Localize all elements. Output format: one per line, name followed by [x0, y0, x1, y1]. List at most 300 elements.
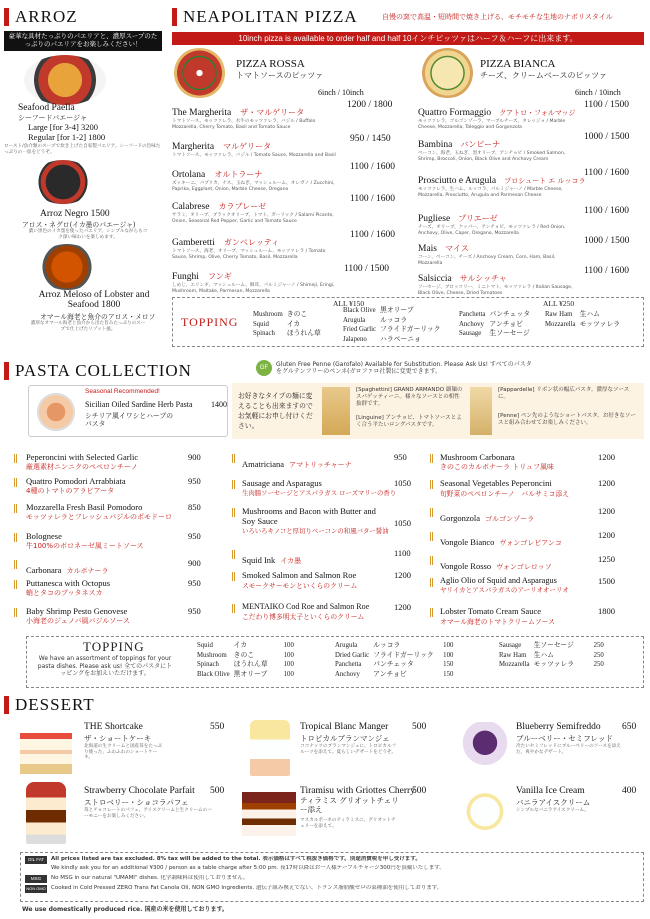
pizza-desc: ソーセージ、ブロッコリー、ミニトマト、モッツァレラ / Italian Sausage, Black Olive, Cheese, Dried Tomatoes	[418, 285, 573, 296]
pizza-jp: サルシッチャ	[459, 274, 507, 283]
arroz-negro-jp: アロス・ネグロ(イカ墨のパエージャ)	[22, 221, 136, 229]
pasta-topping-title: TOPPING	[83, 639, 145, 654]
pizza-price: 1100 / 1600	[350, 230, 396, 240]
pizza-name: Quattro Formaggio	[418, 108, 492, 118]
dessert-name: Vanilla Ice Cream	[516, 786, 585, 796]
topping-en: Squid	[253, 320, 269, 328]
pizza-jp: オルトラーナ	[214, 170, 263, 179]
dessert-row-1	[20, 720, 644, 778]
dessert-name: Blueberry Semifreddo	[516, 722, 601, 732]
seasonal-price: 1400	[211, 400, 227, 409]
topping-en: Mushroom	[253, 311, 283, 318]
pizza-desc: コーン、ベーコン、チーズ / Anchovy Cream, Corn, Ham, Basil, Mozzarella	[418, 255, 556, 266]
list-item	[440, 530, 644, 549]
stripe-icon	[14, 533, 18, 542]
pasta-jp: 旬野菜のペペロンチーノ バルサミコ添え	[440, 490, 570, 498]
arroz-negro-image	[32, 160, 94, 204]
pizza-price: 1100 / 1600	[584, 168, 630, 178]
pizza-bianca-size: 6inch / 10inch	[575, 88, 621, 97]
paella-jp: シーフードパエージャ	[18, 114, 88, 122]
pasta-name: Mushroom Carbonara	[440, 452, 515, 462]
topping-price: 100	[283, 670, 294, 678]
list-item	[26, 606, 210, 626]
dessert-price: 500	[210, 786, 225, 796]
pasta-topping-col2	[333, 641, 455, 679]
topping-en: Panchetta	[459, 311, 486, 318]
list-item	[418, 132, 644, 162]
topping-col3	[457, 310, 532, 339]
pizza-name: Salsiccia	[418, 274, 452, 284]
pasta-jp: 牛100%のボロネーゼ風ミートソース	[26, 542, 144, 550]
pasta-price: 1100	[394, 548, 411, 558]
topping-en: Sausage	[499, 642, 522, 649]
pizza-name: Mais	[418, 244, 437, 254]
pasta-name: Vongole Bianco	[440, 537, 495, 547]
pizza-price: 1100 / 1600	[584, 266, 630, 276]
stripe-icon	[14, 560, 18, 569]
list-item	[172, 230, 402, 260]
dessert-name: THE Shortcake	[84, 722, 143, 732]
pasta-photo-2	[470, 387, 492, 435]
topping-jp: アンチョビ	[373, 670, 407, 678]
pizza-tagline: 自慢の窯で高温・短時間で焼き上げる、モチモチな生地のナポリスタイル	[382, 13, 613, 21]
stripe-icon	[232, 508, 236, 517]
pasta-title: PASTA COLLECTION	[4, 362, 244, 380]
dessert-desc: マスカルポーネのティラミスに、グリオットチェリーを添えて。	[300, 818, 396, 829]
topping-en: Arugula	[335, 642, 358, 649]
pasta-jp: 生肉腸ソーセージとアスパラガス ローズマリーの香り	[242, 489, 397, 497]
list-item	[172, 162, 402, 192]
topping-price: 100	[283, 661, 294, 668]
pasta-topping-sub: We have an assortment of toppings for your pasta dishes. Please ask us! 全てのパスタにトッピングをお加えいただけます。	[37, 655, 173, 677]
list-item	[440, 506, 644, 525]
pasta-name: Baby Shrimp Pesto Genovese	[26, 606, 128, 616]
pizza-desc: ベーコン、海老、玉ねぎ、黒オリーブ、アンチョビ / Smoked Salmon, Shrimp, Broccoli, Onion, Black Olive and Anchovy Cream	[418, 151, 566, 162]
dessert-price: 500	[412, 786, 427, 796]
stripe-icon	[14, 478, 18, 487]
pizza-jp: マルゲリータ	[223, 142, 271, 151]
pasta-jp: モッツァレラとフレッシュバジルのポモドーロ	[26, 513, 173, 521]
topping-en: Dried Garlic	[335, 651, 370, 659]
stripe-icon	[232, 604, 236, 613]
pizza-price: 1000 / 1500	[584, 132, 630, 142]
dessert-image	[460, 790, 510, 838]
arroz-intro: 豪華な具材たっぷりのパエリアと、濃厚スープのたっぷりのパエリアをお楽しみください！	[4, 31, 162, 51]
pizza-name: Prosciutto e Arugula	[418, 176, 497, 186]
pizza-jp: プロシュート エ ルッコラ	[504, 177, 586, 185]
topping-price: 100	[283, 642, 294, 649]
topping-en: Spinach	[197, 661, 219, 668]
pizza-name: Margherita	[172, 142, 215, 152]
pizza-desc: ズッキーニ、パプリカ、ナス、玉ねぎ、マッシュルーム、オレガノ / Zucchini, Paprika, Eggplant, Onion, Marble Cheese, Oregano	[172, 181, 335, 192]
topping-en: Black Olive	[197, 670, 230, 678]
list-item	[440, 554, 644, 573]
pasta-price: 1200	[598, 506, 615, 516]
paella-image	[24, 55, 106, 105]
topping-price: 250	[593, 661, 604, 668]
list-item	[440, 452, 644, 472]
pasta-name: Carbonara	[26, 565, 62, 575]
pasta-note-2: [Spaghettini] GRAND ARMANDO 細麺のスパゲッティーニ。様々なソースとの相性抜群です。	[356, 387, 463, 407]
dessert-price: 400	[622, 786, 637, 796]
pasta-price: 950	[188, 476, 201, 486]
topping-en: Sausage	[459, 330, 482, 337]
pasta-price: 900	[188, 452, 201, 462]
topping-col1	[251, 310, 323, 339]
pasta-name: Mushrooms and Bacon with Butter and Soy Sauce	[242, 506, 376, 526]
topping-en: Mozzarella	[499, 661, 530, 668]
pasta-price: 950	[188, 578, 201, 588]
list-item	[242, 506, 418, 535]
stripe-icon	[430, 480, 434, 489]
topping-jp: モッツァレラ	[533, 661, 575, 668]
list-item	[26, 558, 210, 577]
topping-en: Black Olive	[343, 307, 376, 314]
stripe-icon	[232, 480, 236, 489]
topping-jp: 黒オリーブ	[380, 307, 414, 314]
topping-en: Panchetta	[335, 661, 362, 668]
pasta-note-1: お好きなタイプの麺に変えることも出来ますのでお気軽にお申し付けください。	[238, 392, 313, 430]
pasta-jp: オマール海老のトマトクリームソース	[440, 618, 555, 626]
dessert-desc: シンプルなバニラアイスクリーム。	[516, 808, 589, 813]
paella-large-price: Large [for 3-4] 3200	[28, 122, 98, 132]
dessert-row-2	[20, 782, 644, 846]
topping-jp: ほうれん草	[233, 661, 268, 668]
pizza-name: Pugliese	[418, 214, 451, 224]
topping-en: Raw Ham	[545, 311, 573, 318]
pasta-price: 1800	[598, 606, 615, 616]
dessert-jp: バニラアイスクリーム	[516, 798, 591, 807]
pizza-name: Gamberetti	[172, 238, 215, 248]
pizza-bianca-title: PIZZA BIANCA	[480, 58, 556, 70]
pizza-price: 950 / 1450	[350, 134, 391, 144]
pasta-name: Vongole Rosso	[440, 561, 492, 571]
dessert-desc: 北海道の生クリームと国産苺をたっぷり使った、ふわふわのショートケーキ。	[84, 744, 163, 761]
paella-name: Seafood Paella	[18, 103, 75, 113]
pasta-name: Smoked Salmon and Salmon Roe	[242, 570, 357, 580]
list-item	[242, 478, 418, 497]
list-item	[26, 531, 210, 551]
pasta-price: 950	[188, 606, 201, 616]
pizza-half-note: 10inch pizza is available to order half and half 10インチピッツァはハーフ＆ハーフに出来ます。	[172, 32, 644, 45]
list-item	[26, 476, 210, 496]
topping-all250: ALL ¥250	[543, 299, 575, 308]
pasta-note-3: [Linguine] アンチョビ、トマトソースとよく合う平たいロングパスタです。	[356, 415, 462, 428]
pasta-name: Mozzarella Fresh Basil Pomodoro	[26, 502, 143, 512]
topping-price: 100	[443, 651, 454, 659]
gmo-badge: NON GMO	[26, 886, 46, 891]
footer-msg: No MSG in our natural "UMAMI" dishes. 化学調味料は使用しておりません。	[51, 875, 249, 881]
pizza-price: 1100 / 1600	[350, 194, 396, 204]
pasta-price: 1050	[394, 518, 411, 528]
pasta-price: 850	[188, 502, 201, 512]
footer-tax: All prices listed are tax excluded. 8% tax will be added to the total. 表示価格はすべて税抜き価格です。別途消費税を申し受けます。	[51, 856, 421, 862]
pizza-jp: マイス	[445, 244, 469, 253]
list-item	[26, 578, 210, 598]
pasta-topping-box	[26, 636, 644, 688]
arroz-negro-desc: 濃い黒色のイカ墨を使ったパエリア。シンプルながらもコク深い味わいを楽しめます。	[28, 229, 148, 240]
dessert-title: DESSERT	[4, 696, 204, 714]
pasta-topping-col1	[195, 641, 296, 679]
pasta-notes-box	[232, 383, 644, 439]
pizza-price: 1000 / 1500	[584, 236, 630, 246]
pasta-jp: スモークサーモンといくらのクリーム	[242, 582, 358, 590]
pizza-desc: サラミ、オリーブ、ブラックオリーブ、トマト、ガーリック / Salami Picante, Onion, Seasonal Red Pepper, Garlic and Tomato Sauce	[172, 213, 334, 224]
msg-badge: MSG	[25, 875, 47, 883]
topping-jp: ルッコラ	[373, 642, 401, 649]
topping-en: Spinach	[253, 330, 275, 337]
topping-jp: モッツァレラ	[579, 320, 621, 328]
paella-regular-price: Regular [for 1-2] 1800	[28, 132, 106, 142]
pasta-name: Puttanesca with Octopus	[26, 578, 111, 588]
pasta-name: Gorgonzola	[440, 513, 480, 523]
pasta-jp: カルボナーラ	[66, 567, 109, 575]
dessert-name: Tropical Blanc Manger	[300, 722, 389, 732]
pasta-price: 900	[188, 558, 201, 568]
footer-domestic: We use domestically produced rice. 国産の米を使用しております。	[22, 906, 228, 913]
topping-jp: きのこ	[286, 311, 308, 318]
dessert-jp: ザ・ショートケーキ	[84, 734, 152, 743]
seasonal-name: Sicilian Oiled Sardine Herb Pasta	[85, 400, 193, 409]
topping-jp: アンチョビ	[489, 320, 523, 328]
pizza-desc: チーズ、オリーブ、ケッパー、アンチョビ、モッツァレラ / Red Onion, Anchovy, Olive, Caper, Oregano, Mozzarella	[418, 225, 566, 236]
pasta-note-4: [Pappardelle] リボン状の幅広パスタ。濃厚なソースに。	[498, 387, 630, 400]
list-item	[440, 576, 644, 594]
arroz-negro-name: Arroz Negro 1500	[40, 209, 110, 219]
pasta-name: Lobster Tomato Cream Sauce	[440, 606, 541, 616]
dessert-name: Tiramisu with Griottes Cherry	[300, 786, 415, 796]
pasta-jp: ヴォンゴレビアンコ	[499, 539, 562, 547]
topping-jp: 生ソーセージ	[489, 330, 530, 337]
stripe-icon	[14, 580, 18, 589]
seasonal-image	[33, 392, 79, 432]
seasonal-box	[28, 385, 228, 437]
pizza-desc: モッツァレラ、生ハム、ルッコラ、パルミジャーノ / Marble Cheese, Mozzarella, Prosciutto, Arugula and Parmesan Cheese	[418, 187, 563, 198]
topping-jp: ハラペーニョ	[380, 335, 421, 343]
pizza-price: 1100 / 1600	[584, 206, 630, 216]
list-item	[242, 570, 418, 590]
stripe-icon	[430, 556, 434, 565]
dessert-price: 500	[412, 722, 427, 732]
topping-jp: 黒オリーブ	[233, 670, 268, 678]
topping-price: 100	[283, 651, 294, 659]
dessert-desc: 冷たいセミフレッドにブルーベリーのソースを添えた、爽やかなデザート。	[516, 744, 621, 755]
pizza-price: 1100 / 1600	[350, 162, 396, 172]
pizza-desc: トマトソース、モッツァレラ、バジル / Tomato Sauce, Mozzarella and Basil	[172, 153, 336, 158]
dessert-price: 550	[210, 722, 225, 732]
footer-box	[20, 852, 644, 902]
topping-en: Arugula	[343, 316, 366, 324]
dessert-image	[20, 724, 72, 774]
pizza-price: 1100 / 1500	[344, 264, 390, 274]
pasta-jp: 小海老のジェノバ風バジルソース	[26, 617, 130, 625]
arroz-meloso-name: Arroz Meloso of Lobster and Seafood 1800	[38, 290, 150, 310]
list-item	[440, 606, 644, 626]
list-item	[418, 236, 644, 266]
pasta-note-5: [Penne] ペン先のようなショートパスタ。お好きなソースと組み合わせてお楽しみください。	[498, 413, 636, 426]
pasta-topping-col3	[497, 641, 606, 670]
pasta-jp: きのこのカルボナーラ トリュフ風味	[440, 463, 555, 471]
pizza-jp: クアトロ・フォルマッジ	[499, 109, 576, 117]
topping-en: Anchovy	[335, 670, 360, 678]
pasta-jp: 厳選素材ニンニクのペペロンチーノ	[26, 463, 138, 471]
pizza-desc: しめじ、エリンギ、マッシュルーム、舞茸、パルミジャーノ / Shimeji, Eringi, Mushroom, Maitake, Parmesan, Mozzarella	[172, 283, 335, 294]
pasta-name: Amatriciana	[242, 459, 285, 469]
pasta-name: Bolognese	[26, 531, 62, 541]
tax-badge: OIL FAT	[25, 856, 47, 864]
stripe-icon	[430, 578, 434, 587]
stripe-icon	[430, 508, 434, 517]
pasta-name: Quattro Pomodori Arrabbiata	[26, 476, 126, 486]
stripe-icon	[232, 572, 236, 581]
pizza-rossa-size: 6inch / 10inch	[318, 88, 364, 97]
seasonal-label: Seasonal Recommended!	[85, 388, 160, 395]
arroz-title: ARROZ	[4, 8, 154, 26]
pasta-price: 1200	[598, 530, 615, 540]
pasta-name: Seasonal Vegetables Peperoncini	[440, 478, 552, 488]
dessert-image	[250, 720, 290, 776]
topping-en: Raw Ham	[499, 651, 527, 659]
pizza-topping-box	[172, 297, 644, 347]
pizza-name: The Margherita	[172, 108, 232, 118]
paella-desc: ロースト/魚介類のスープで炊き上げた自家製パエリア。シーフードの旨味たっぷりの一皿をどうぞ。	[4, 144, 161, 155]
pizza-name: Ortolana	[172, 170, 206, 180]
pasta-price: 950	[188, 531, 201, 541]
pasta-name: Sausage and Asparagus	[242, 478, 322, 488]
pizza-bianca-image	[420, 48, 475, 98]
stripe-icon	[430, 532, 434, 541]
topping-en: Mozzarella	[545, 320, 576, 328]
pizza-jp: ガンベレッティ	[223, 238, 280, 247]
pasta-jp: ゴルゴンゾーラ	[485, 515, 535, 523]
list-item	[242, 602, 418, 621]
topping-price: 150	[443, 661, 454, 668]
pasta-price: 1250	[598, 554, 615, 564]
pasta-jp: アマトリッチャーナ	[289, 461, 352, 469]
stripe-icon	[14, 504, 18, 513]
footer-oil: Cooked in Cold Pressed ZERO Trans Fat Canola Oil, NON GMO Ingredients. 遺伝子組み換えでない、トランス脂肪酸ゼロの菜種油を使用しております。	[51, 885, 443, 891]
dessert-jp: ブルーベリー・セミフレッド	[516, 734, 613, 743]
list-item	[172, 194, 402, 224]
topping-jp: 生ハム	[579, 311, 600, 318]
footer-service: We kindly ask you for an additional ¥300 / person as a table charge after 5:00 pm. 夜17時以降はお一人様テーブルチャージ300円を頂戴いたします。	[51, 865, 445, 871]
list-item	[172, 134, 402, 159]
topping-jp: パンチェッタ	[373, 661, 414, 668]
list-item	[418, 206, 644, 236]
dessert-jp: トロピカルブランマンジェ	[300, 734, 390, 743]
pasta-jp: 4種のトマトのアラビアータ	[26, 487, 115, 495]
list-item	[418, 266, 644, 296]
dessert-price: 650	[622, 722, 637, 732]
pizza-jp: カラブレーゼ	[218, 202, 267, 211]
pizza-jp: フンギ	[208, 272, 232, 281]
topping-en: Squid	[197, 642, 213, 649]
list-item	[172, 100, 402, 130]
dessert-name: Strawberry Chocolate Parfait	[84, 786, 195, 796]
pizza-name: Calabrese	[172, 202, 210, 212]
pasta-price: 1200	[394, 570, 411, 580]
pasta-name: Peperoncini with Selected Garlic	[26, 452, 139, 462]
pasta-jp: ヤリイカとアスパラガスのアーリオオーリオ	[440, 586, 569, 594]
gluten-free-icon: GF	[256, 360, 272, 376]
arroz-meloso-desc: 濃厚なオマール海老と魚介から出た旨みたっぷりのスープで仕上げたリゾット風。	[30, 321, 146, 332]
topping-en: Mushroom	[197, 651, 227, 659]
topping-col4	[543, 310, 622, 329]
topping-jp: イカ	[286, 320, 301, 328]
list-item	[418, 168, 644, 198]
pasta-name: MENTAIKO Cod Roe and Salmon Roe	[242, 602, 370, 611]
dessert-desc: 苺とチョコレートのパフェ。アイスクリームと生クリームのハーモニーをお楽しみください。	[84, 808, 212, 819]
topping-all150: ALL ¥150	[333, 299, 365, 308]
pizza-name: Bambina	[418, 140, 453, 150]
pizza-rossa-image	[172, 48, 227, 98]
list-item	[440, 478, 644, 498]
list-item	[26, 452, 210, 472]
topping-en: Anchovy	[459, 320, 484, 328]
stripe-icon	[14, 608, 18, 617]
topping-en: Fried Garlic	[343, 326, 377, 333]
list-item	[418, 100, 644, 130]
gluten-free-note: Gluten Free Penne (Garofalo) Available for Substitution. Please Ask Us! すべてのパスタをグルテンフリーのペンネ(ガロファロ社製)に変更できます。	[276, 361, 532, 375]
pizza-title: NEAPOLITAN PIZZA	[172, 8, 392, 26]
pasta-price: 950	[394, 452, 407, 462]
topping-jp: パンチェッタ	[489, 311, 530, 318]
list-item	[172, 264, 402, 294]
pizza-jp: バンビーナ	[460, 140, 501, 149]
pasta-price: 1500	[598, 576, 615, 586]
pizza-jp: ザ・マルゲリータ	[240, 108, 305, 117]
pizza-rossa-jp: トマトソースのピッツァ	[236, 71, 324, 80]
pasta-name: Aglio Olio of Squid and Asparagus	[440, 576, 557, 585]
pizza-desc: モッツァレラ、ゴルゴンゾーラ、マーブルチーズ、タレッジョ / Marble Cheese, Mozzarella, Taleggio and Gorgonzola	[418, 119, 566, 130]
topping-title: TOPPING	[181, 315, 239, 329]
topping-jp: イカ	[233, 642, 248, 649]
pizza-rossa-title: PIZZA ROSSA	[236, 58, 305, 70]
dessert-image	[242, 792, 296, 836]
pasta-jp: こだわり博多明太子といくらのクリーム	[242, 613, 365, 621]
topping-jp: きのこ	[233, 651, 255, 659]
pasta-price: 1200	[598, 452, 615, 462]
pizza-price: 1200 / 1800	[347, 100, 393, 110]
dessert-jp: ティラミス グリオットチェリー添え	[300, 796, 399, 814]
pasta-name: Squid Ink	[242, 555, 276, 565]
list-item	[242, 452, 418, 471]
pizza-desc: トマトソース、モッツァレラ、水牛のモッツァレラ、バジル / Buffalo Mozzarella, Cherry Tomato, Basil and Tomato Sauce	[172, 119, 316, 130]
seasonal-jp: シチリア風イワシとハーブのパスタ	[85, 412, 174, 428]
stripe-icon	[430, 454, 434, 463]
list-item	[26, 502, 210, 522]
pasta-jp: ヴォンゴレロッソ	[496, 563, 552, 571]
stripe-icon	[232, 550, 236, 559]
topping-jp: フライドガーリック	[373, 651, 434, 659]
pizza-jp: プリエーゼ	[458, 214, 498, 223]
pizza-price: 1100 / 1500	[584, 100, 630, 110]
topping-price: 100	[443, 642, 454, 649]
pasta-jp: イカ墨	[280, 557, 302, 565]
dessert-jp: ストロベリー・ショコラパフェ	[84, 798, 189, 807]
pasta-jp: いろいろキノコと厚切りベーコンの和風バター醤油	[242, 527, 389, 535]
topping-col2	[341, 306, 443, 344]
pasta-price: 1200	[394, 602, 411, 612]
stripe-icon	[232, 454, 236, 463]
arroz-meloso-jp: オマール海老と魚介のアロス・メロソ	[40, 313, 156, 321]
pasta-photo	[322, 387, 350, 435]
pizza-desc: トマトソース、海老、オリーブ、マッシュルーム、モッツァレラ / Tomato Sauce, Shrimp, Olive, Cherry Tomato, Basil, Mozzarella	[172, 249, 326, 260]
pasta-jp: 蛸とタコのプッタネスカ	[26, 589, 103, 597]
dessert-image	[26, 782, 66, 844]
topping-price: 250	[593, 651, 604, 659]
topping-jp: ルッコラ	[380, 316, 408, 324]
